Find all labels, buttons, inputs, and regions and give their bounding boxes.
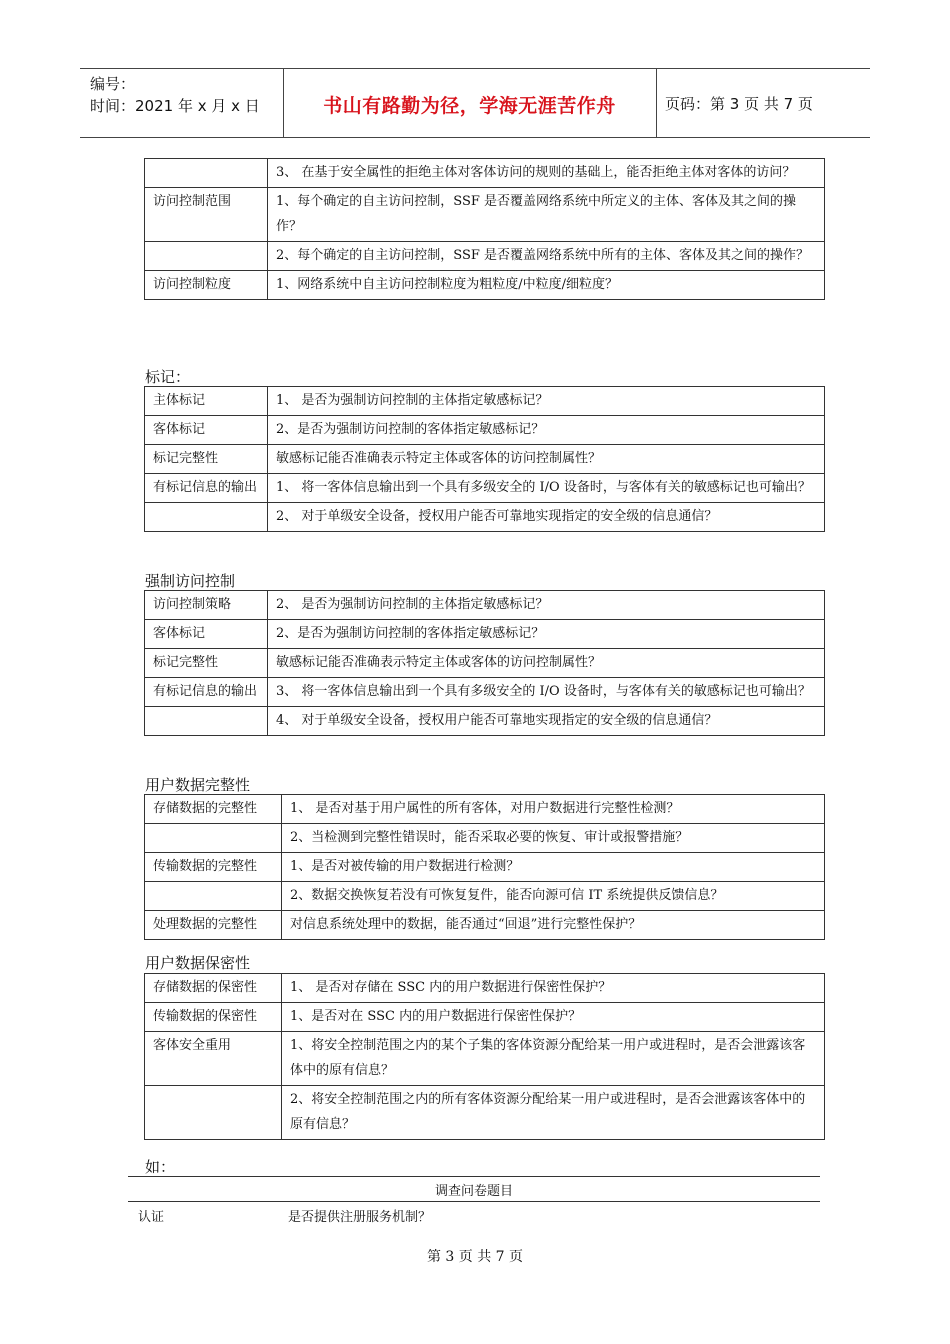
row-category — [145, 882, 282, 911]
table-row — [145, 474, 825, 503]
table-row — [145, 271, 825, 300]
section-title-marking: 标记： — [145, 368, 191, 386]
table-row — [145, 882, 825, 911]
row-category — [145, 503, 268, 532]
row-category — [145, 159, 268, 188]
table-row — [145, 188, 825, 242]
table-row — [145, 620, 825, 649]
data-confidentiality-table — [144, 973, 825, 1140]
row-question: 1、网络系统中自主访问控制粒度为粗粒度/中粒度/细粒度？ — [268, 271, 825, 300]
table-row — [145, 795, 825, 824]
table-row — [145, 387, 825, 416]
row-category: 处理数据的完整性 — [145, 911, 282, 940]
row-category: 客体安全重用 — [145, 1032, 282, 1086]
row-category: 主体标记 — [145, 387, 268, 416]
divider — [128, 1201, 820, 1202]
table-row — [145, 159, 825, 188]
row-question: 2、 是否为强制访问控制的主体指定敏感标记？ — [268, 591, 825, 620]
row-question: 1、将安全控制范围之内的某个子集的客体资源分配给某一用户或进程时，是否会泄露该客体中的原有信息？ — [282, 1032, 825, 1086]
marking-table — [144, 386, 825, 532]
header-motto: 书山有路勤为径，学海无涯苦作舟 — [323, 95, 616, 117]
access-control-table — [144, 158, 825, 300]
row-question: 1、每个确定的自主访问控制，SSF 是否覆盖网络系统中所定义的主体、客体及其之间的操作？ — [268, 188, 825, 242]
table-row — [145, 591, 825, 620]
header-meta — [90, 73, 260, 117]
table-row — [145, 853, 825, 882]
row-question: 1、 是否为强制访问控制的主体指定敏感标记？ — [268, 387, 825, 416]
row-question: 4、 对于单级安全设备，授权用户能否可靠地实现指定的安全级的信息通信？ — [268, 707, 825, 736]
section-title-data-integrity: 用户数据完整性 — [145, 776, 251, 794]
row-question: 对信息系统处理中的数据，能否通过“回退”进行完整性保护？ — [282, 911, 825, 940]
row-question: 敏感标记能否准确表示特定主体或客体的访问控制属性？ — [268, 649, 825, 678]
row-question: 1、 是否对基于用户属性的所有客体，对用户数据进行完整性检测？ — [282, 795, 825, 824]
number-label: 编号： — [90, 75, 136, 93]
divider — [128, 1176, 820, 1177]
row-category: 传输数据的完整性 — [145, 853, 282, 882]
table-row — [145, 1032, 825, 1086]
header-page-info: 页码：第 3 页 共 7 页 — [665, 95, 813, 113]
survey-category: 认证 — [138, 1210, 165, 1225]
table-row — [145, 824, 825, 853]
data-integrity-table — [144, 794, 825, 940]
table-row — [145, 1086, 825, 1140]
page-header — [80, 68, 870, 138]
row-question: 1、 将一客体信息输出到一个具有多级安全的 I/O 设备时，与客体有关的敏感标记也可输出？ — [268, 474, 825, 503]
table-row — [145, 678, 825, 707]
row-question: 1、是否对在 SSC 内的用户数据进行保密性保护？ — [282, 1003, 825, 1032]
row-question: 2、当检测到完整性错误时，能否采取必要的恢复、审计或报警措施？ — [282, 824, 825, 853]
table-row — [145, 707, 825, 736]
row-question: 2、每个确定的自主访问控制，SSF 是否覆盖网络系统中所有的主体、客体及其之间的操作？ — [268, 242, 825, 271]
row-category: 存储数据的保密性 — [145, 974, 282, 1003]
row-question: 1、是否对被传输的用户数据进行检测？ — [282, 853, 825, 882]
mandatory-access-table — [144, 590, 825, 736]
row-question: 3、 将一客体信息输出到一个具有多级安全的 I/O 设备时，与客体有关的敏感标记也可输出？ — [268, 678, 825, 707]
row-question: 1、 是否对存储在 SSC 内的用户数据进行保密性保护？ — [282, 974, 825, 1003]
row-category: 标记完整性 — [145, 445, 268, 474]
row-category: 存储数据的完整性 — [145, 795, 282, 824]
row-category — [145, 1086, 282, 1140]
table-row — [145, 911, 825, 940]
row-category — [145, 707, 268, 736]
row-category: 客体标记 — [145, 416, 268, 445]
table-row — [145, 649, 825, 678]
table-row — [145, 1003, 825, 1032]
time-label: 时间：2021 年 x 月 x 日 — [90, 97, 260, 115]
header-divider — [656, 69, 657, 137]
table-row — [145, 503, 825, 532]
row-question: 2、是否为强制访问控制的客体指定敏感标记？ — [268, 416, 825, 445]
table-row — [145, 242, 825, 271]
row-question: 2、 对于单级安全设备，授权用户能否可靠地实现指定的安全级的信息通信？ — [268, 503, 825, 532]
survey-question: 是否提供注册服务机制？ — [288, 1210, 432, 1225]
row-category: 访问控制策略 — [145, 591, 268, 620]
section-title-data-confidentiality: 用户数据保密性 — [145, 954, 251, 972]
row-question: 3、 在基于安全属性的拒绝主体对客体访问的规则的基础上，能否拒绝主体对客体的访问？ — [268, 159, 825, 188]
page-footer: 第 3 页 共 7 页 — [426, 1249, 524, 1265]
row-category: 标记完整性 — [145, 649, 268, 678]
row-category — [145, 242, 268, 271]
table-row — [145, 974, 825, 1003]
survey-header: 调查问卷题目 — [434, 1184, 513, 1199]
row-question: 2、数据交换恢复若没有可恢复复件，能否向源可信 IT 系统提供反馈信息？ — [282, 882, 825, 911]
row-category — [145, 824, 282, 853]
example-label: 如： — [145, 1158, 176, 1176]
row-question: 2、将安全控制范围之内的所有客体资源分配给某一用户或进程时，是否会泄露该客体中的原有信息？ — [282, 1086, 825, 1140]
row-category: 有标记信息的输出 — [145, 474, 268, 503]
row-category: 访问控制粒度 — [145, 271, 268, 300]
row-category: 有标记信息的输出 — [145, 678, 268, 707]
section-title-mandatory-access: 强制访问控制 — [145, 572, 236, 590]
table-row — [145, 416, 825, 445]
table-row — [145, 445, 825, 474]
row-category: 访问控制范围 — [145, 188, 268, 242]
row-category: 传输数据的保密性 — [145, 1003, 282, 1032]
row-category: 客体标记 — [145, 620, 268, 649]
row-question: 敏感标记能否准确表示特定主体或客体的访问控制属性？ — [268, 445, 825, 474]
row-question: 2、是否为强制访问控制的客体指定敏感标记？ — [268, 620, 825, 649]
